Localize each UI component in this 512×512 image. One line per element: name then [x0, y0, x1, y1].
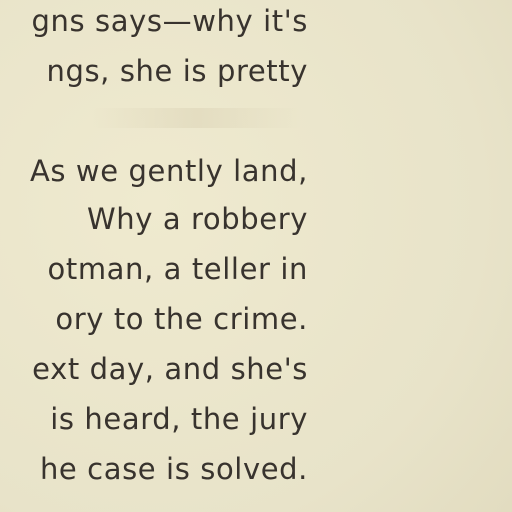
- text-line: ory to the crime.: [55, 302, 308, 336]
- text-line: As we gently land,: [29, 154, 308, 188]
- text-line: ngs, she is pretty: [46, 54, 308, 88]
- text-line: he case is solved.: [39, 452, 308, 486]
- text-line: otman, a teller in: [47, 252, 308, 286]
- text-line: Why a robbery: [87, 202, 308, 236]
- text-line: is heard, the jury: [50, 402, 308, 436]
- text-line: ext day, and she's: [32, 352, 308, 386]
- text-line: gns says—why it's: [31, 4, 308, 38]
- bleed-through-text: [92, 108, 302, 128]
